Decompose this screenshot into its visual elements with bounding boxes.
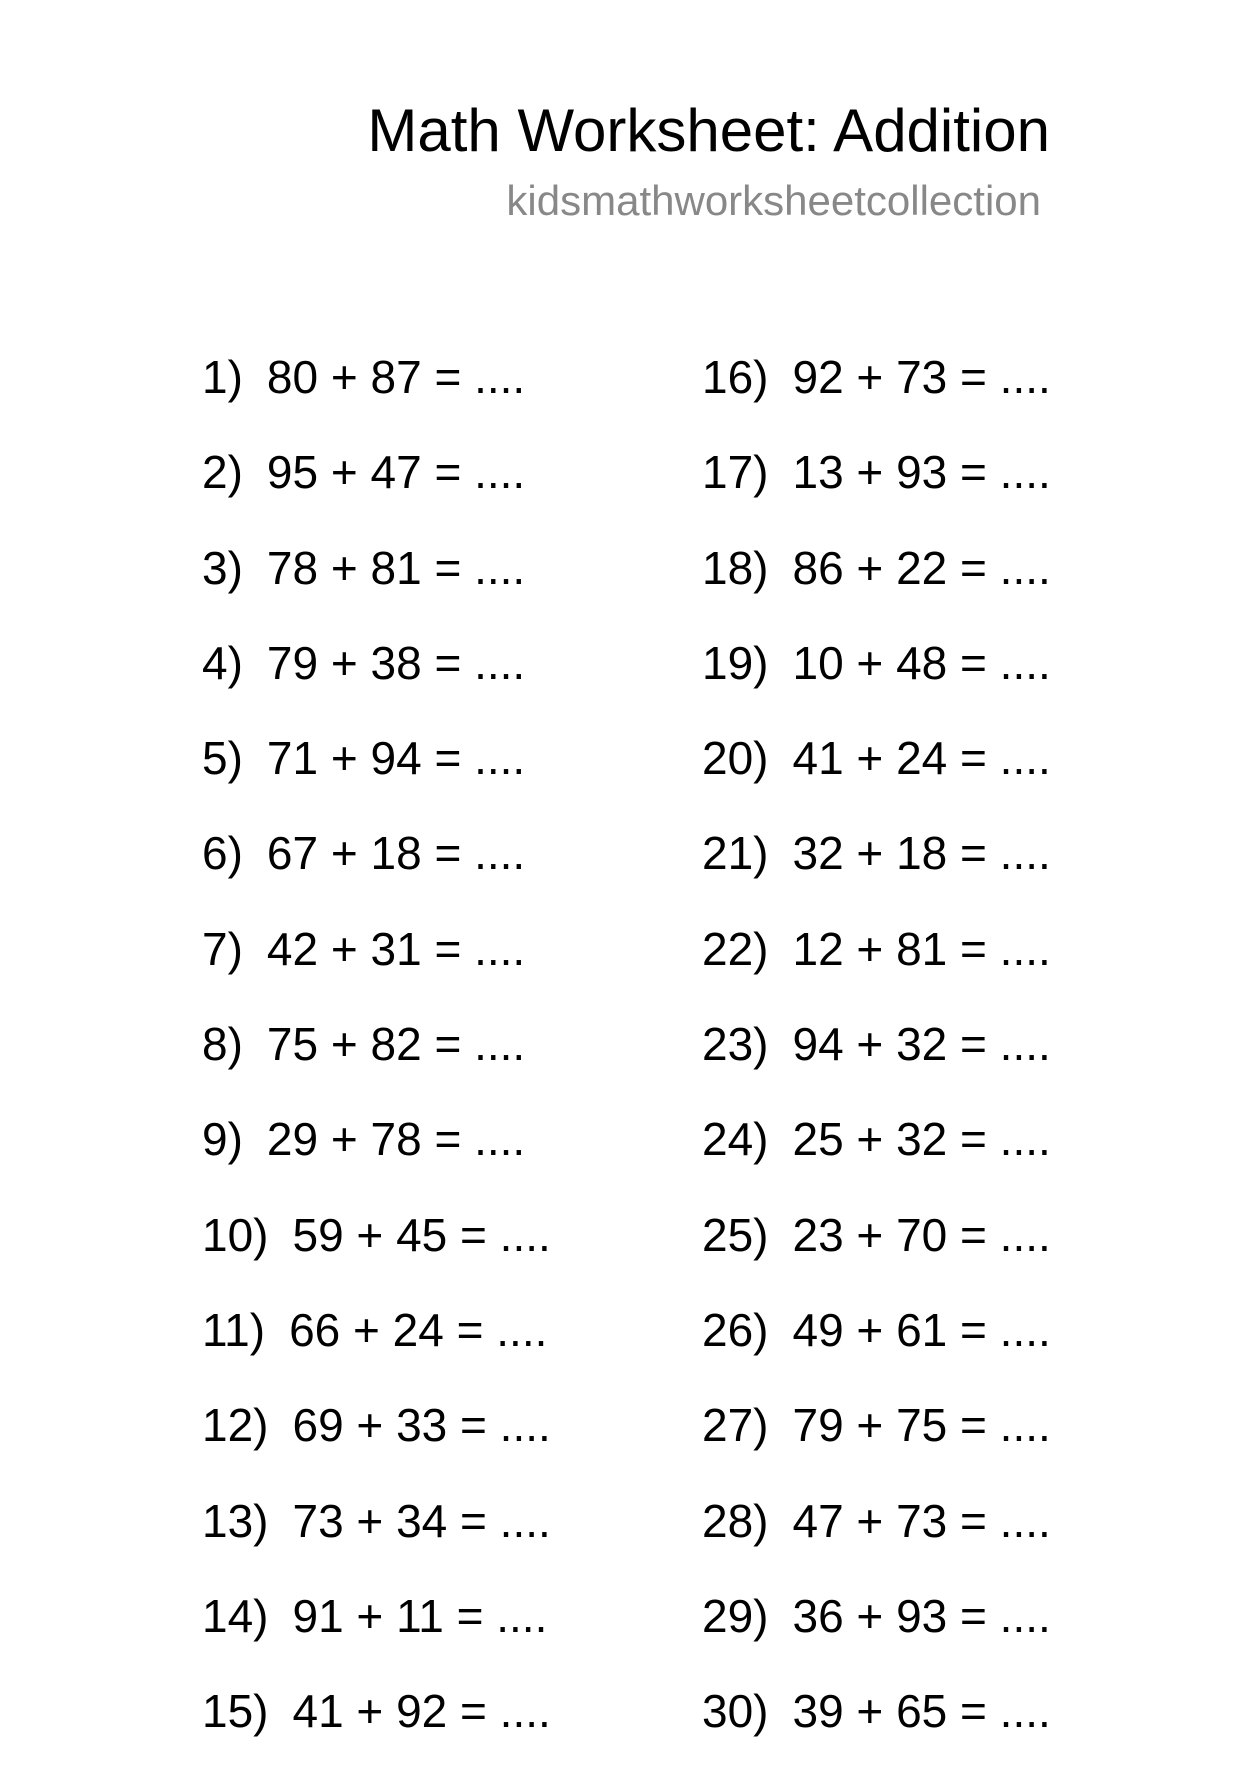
problem-number: 5) (202, 732, 243, 785)
problem-number: 20) (702, 732, 769, 785)
problem-number: 7) (202, 922, 243, 975)
problem-number: 4) (202, 636, 243, 689)
problem-equation: 23 + 70 = .... (792, 1208, 1051, 1261)
problem-number: 3) (202, 541, 243, 594)
problem-number: 22) (702, 922, 769, 975)
problem-equation: 95 + 47 = .... (266, 446, 526, 499)
problem-equation: 25 + 32 = .... (792, 1113, 1051, 1166)
problem-item (702, 1492, 1051, 1587)
problem-number: 15) (202, 1685, 269, 1738)
problem-equation: 66 + 24 = .... (289, 1303, 548, 1356)
problem-equation: 41 + 92 = .... (292, 1685, 551, 1738)
problem-item (202, 1301, 551, 1396)
problem-equation: 32 + 18 = .... (792, 827, 1051, 880)
problem-item (202, 1015, 551, 1110)
worksheet-subtitle: kidsmathworksheetcollection (506, 177, 1041, 224)
problem-equation: 29 + 78 = .... (266, 1113, 526, 1166)
problem-equation: 41 + 24 = .... (792, 732, 1051, 785)
problem-equation: 79 + 75 = .... (792, 1399, 1051, 1452)
problem-number: 16) (702, 351, 769, 403)
problem-item (702, 539, 1051, 634)
problem-item (702, 634, 1051, 729)
problem-item (702, 1682, 1051, 1777)
problem-number: 24) (702, 1113, 769, 1166)
problem-equation: 94 + 32 = .... (792, 1018, 1051, 1071)
problems-column-left (202, 348, 551, 1777)
problem-item (702, 443, 1051, 538)
problem-item (702, 1587, 1051, 1682)
problem-number: 1) (202, 351, 243, 403)
problem-equation: 78 + 81 = .... (266, 541, 526, 594)
problem-number: 11) (202, 1303, 266, 1356)
problem-item (702, 824, 1051, 919)
problem-equation: 92 + 73 = .... (792, 351, 1051, 403)
problem-equation: 39 + 65 = .... (792, 1685, 1051, 1738)
problem-number: 14) (202, 1589, 269, 1642)
problem-equation: 42 + 31 = .... (266, 922, 526, 975)
problem-equation: 12 + 81 = .... (792, 922, 1051, 975)
problem-number: 30) (702, 1685, 769, 1738)
problem-item (202, 1682, 551, 1777)
problem-number: 10) (202, 1208, 269, 1261)
problem-equation: 79 + 38 = .... (266, 636, 526, 689)
problem-item (202, 348, 551, 443)
problem-equation: 67 + 18 = .... (266, 827, 526, 880)
problem-item (702, 1396, 1051, 1491)
problem-item (702, 920, 1051, 1015)
problem-equation: 47 + 73 = .... (792, 1494, 1051, 1547)
problem-equation: 36 + 93 = .... (792, 1589, 1051, 1642)
problem-number: 9) (202, 1113, 243, 1166)
problem-equation: 86 + 22 = .... (792, 541, 1051, 594)
problem-item (202, 1587, 551, 1682)
worksheet-title: Math Worksheet: Addition (367, 97, 1050, 164)
problem-equation: 73 + 34 = .... (292, 1494, 551, 1547)
problem-item (202, 729, 551, 824)
problem-item (702, 1110, 1051, 1205)
problem-number: 17) (702, 446, 769, 499)
problem-item (702, 348, 1051, 443)
problem-item (202, 920, 551, 1015)
problem-item (202, 1492, 551, 1587)
problem-number: 27) (702, 1399, 769, 1452)
problem-item (702, 1206, 1051, 1301)
problem-equation: 59 + 45 = .... (292, 1208, 551, 1261)
problem-item (202, 443, 551, 538)
problem-number: 26) (702, 1303, 769, 1356)
problem-item (202, 1396, 551, 1491)
problem-item (702, 729, 1051, 824)
problem-item (702, 1015, 1051, 1110)
problem-item (202, 824, 551, 919)
problem-number: 18) (702, 541, 769, 594)
problem-number: 25) (702, 1208, 769, 1261)
problem-equation: 80 + 87 = .... (266, 351, 526, 403)
problem-item (202, 1110, 551, 1205)
problem-number: 6) (202, 827, 243, 880)
problem-equation: 49 + 61 = .... (792, 1303, 1051, 1356)
problem-item (202, 634, 551, 729)
problem-number: 8) (202, 1018, 243, 1071)
problem-item (202, 539, 551, 634)
problem-number: 2) (202, 446, 243, 499)
problem-equation: 91 + 11 = .... (292, 1589, 548, 1642)
problem-equation: 71 + 94 = .... (266, 732, 526, 785)
problems-column-right (702, 348, 1051, 1777)
problem-item (702, 1301, 1051, 1396)
problem-number: 29) (702, 1589, 769, 1642)
problem-number: 13) (202, 1494, 269, 1547)
problem-equation: 10 + 48 = .... (792, 636, 1051, 689)
problem-number: 21) (702, 827, 769, 880)
problem-number: 12) (202, 1399, 269, 1452)
problem-item (202, 1206, 551, 1301)
problem-number: 28) (702, 1494, 769, 1547)
problem-number: 23) (702, 1018, 769, 1071)
problem-equation: 75 + 82 = .... (266, 1018, 526, 1071)
problem-equation: 69 + 33 = .... (292, 1399, 551, 1452)
problem-number: 19) (702, 636, 769, 689)
problem-equation: 13 + 93 = .... (792, 446, 1051, 499)
